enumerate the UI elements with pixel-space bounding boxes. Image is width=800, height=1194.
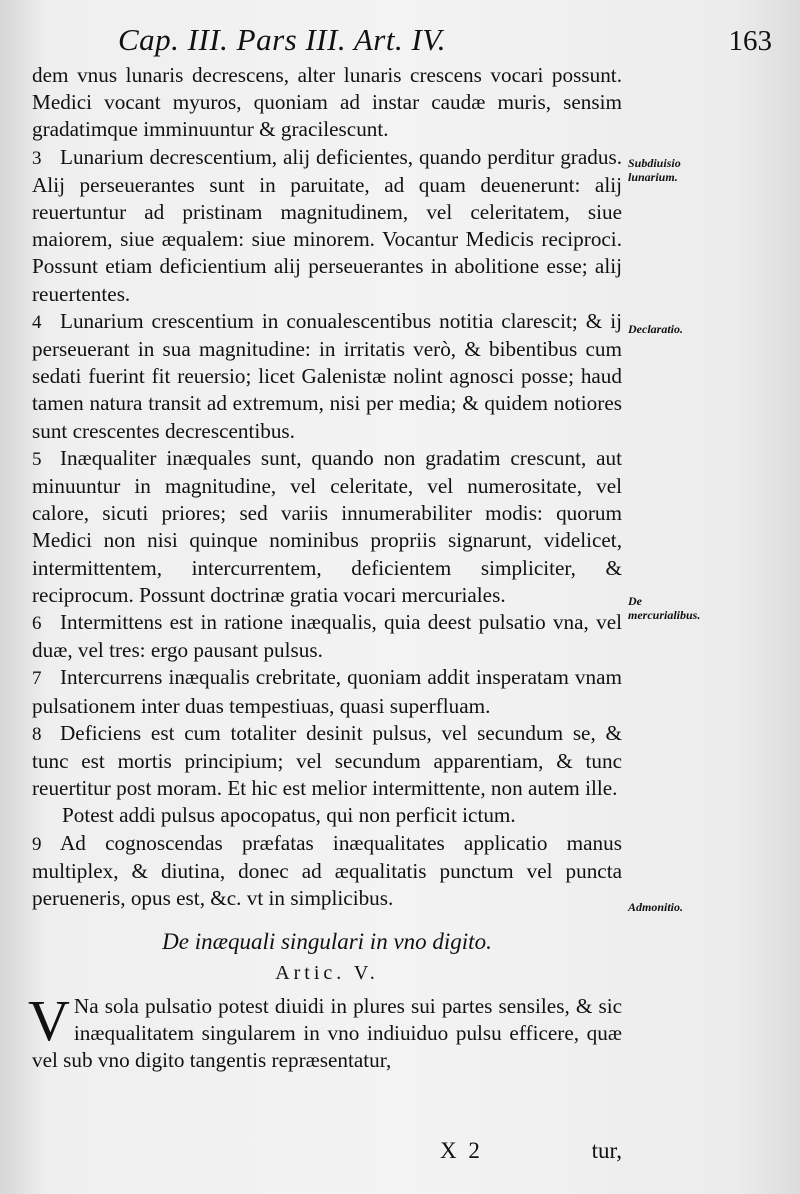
paragraph-text: Ad cognoscendas præfatas inæqualitates applicatio manus multiplex, & diutina, donec ad æqualitatis punctum vel puncta perueneris, opus est, &c. vt in simplicibus. [32,830,622,911]
margin-note-subdivisio: Subdiuisio lunarium. [628,156,681,184]
paragraph-number: 8 [32,723,42,745]
page-footer [32,1138,622,1168]
paragraph-number: 4 [32,311,42,333]
body-text [28,62,622,1074]
paragraph-text: Lunarium decrescentium, alij deficientes, quando perditur gradus. Alij perseuerantes sunt in paruitate, ad quam deuenerunt: alij reuertuntur ad pristinam magnitudinem, vel celeritatem, siue maiorem, siue æqualem: siue minorem. Vocantur Medicis reciproci. Possunt etiam deficientium alij perseuerantes in abolitione esse; alij reuertentes. [32,144,622,306]
running-head: Cap. III. Pars III. Art. IV. [118,22,446,57]
paragraph-6 [32,609,622,664]
paragraph-text: Lunarium crescentium in conualescentibus notitia clarescit; & ij perseuerant in sua magnitudine: in irritatis verò, & bibentibus cum sedati fuerint fit reuersio; licet Galenistæ nolint agnosci posse; haud tamen natura transit ad extremum, nisi per media; & quidem notiores sunt crescentes decrescentibus. [32,308,622,443]
paragraph-3 [32,144,622,308]
paragraph-number: 5 [32,448,42,470]
paragraph-text: Deficiens est cum totaliter desinit pulsus, vel secundum se, & tunc est mortis principium; vel secundum apparentiam, & tunc reuertitur post moram. Et hic est melior intermittente, non autem ille. [32,720,622,801]
paragraph-text: Intercurrens inæqualis crebritate, quoniam addit insperatam vnam pulsationem inter duas tempestiuas, quasi superfluam. [32,665,622,718]
drop-cap: V [28,987,70,1053]
section-subtitle: Artic. V. [275,961,379,984]
paragraph-5 [32,445,622,609]
paragraph-number: 7 [32,668,42,690]
paragraph-addendum: Potest addi pulsus apocopatus, qui non perficit ictum. [62,803,516,828]
paragraph-number: 3 [32,147,42,169]
paragraph-text: Intermittens est in ratione inæqualis, quia deest pulsatio vna, vel duæ, vel tres: ergo pausant pulsus. [32,610,622,663]
section-title: De inæquali singulari in vno digito. [162,929,492,955]
signature-mark: X 2 [440,1138,483,1163]
paragraph-9 [32,830,622,913]
paragraph-8 [32,720,622,803]
margin-note-admonitio: Admonitio. [628,900,684,914]
page-number: 163 [728,25,772,57]
margin-note-mercurialibus: De mercurialibus. [628,594,701,622]
catchword: tur, [591,1138,622,1163]
paragraph-4 [32,308,622,445]
section-paragraph-text: Na sola pulsatio potest diuidi in plures sui partes sensiles, & sic inæqualitatem singularem in vno indiuiduo pulsu efficere, quæ vel sub vno digito tangentis repræsentatur, [32,993,622,1073]
margin-note-declaratio: Declaratio. [628,322,683,336]
paragraph-number: 6 [32,613,42,635]
paragraph-7 [32,664,622,719]
paragraph-number: 9 [32,833,42,855]
page-header [118,14,772,58]
paragraph-continuation: dem vnus lunaris decrescens, alter lunaris crescens vocari possunt. Medici vocant myuros, quoniam ad instar caudæ muris, sensim gradatimque imminuuntur & gracilescunt. [32,63,622,142]
section-paragraph-1 [28,987,622,1075]
paragraph-text: Inæqualiter inæquales sunt, quando non gradatim crescunt, aut minuuntur in magnitudine, vel celeritate, vel numerositate, vel calore, sicuti priores; sed variis innumerabiliter modis: quorum Medici non nisi quinque nominibus propriis signarunt, videlicet, intermittentem, intercurrentem, deficientem simpliciter, & reciprocum. Possunt doctrinæ gratia vocari mercuriales. [32,445,622,607]
